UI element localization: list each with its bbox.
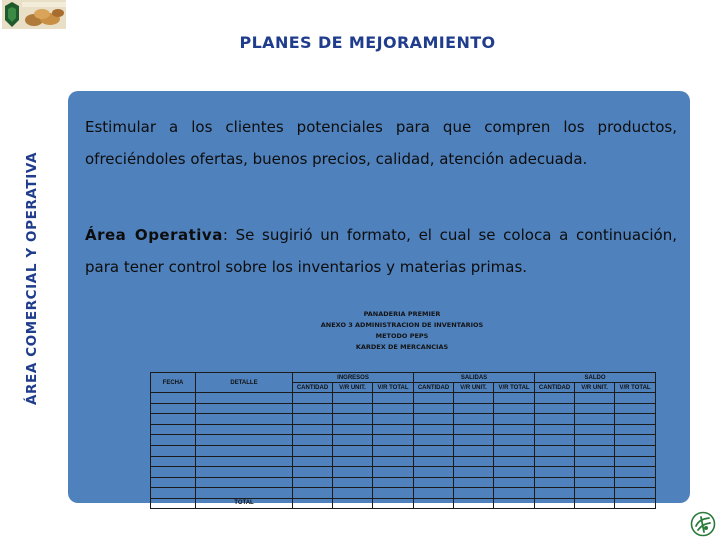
kardex-cell [535,424,575,435]
kardex-cell [454,488,494,499]
kardex-cell [615,403,656,414]
kardex-cell [373,414,414,425]
kardex-cell [293,435,333,446]
kardex-cell [373,424,414,435]
kardex-cell [494,477,535,488]
kardex-cell [373,435,414,446]
kardex-cell [575,403,615,414]
kardex-cell [575,435,615,446]
kardex-cell [373,467,414,478]
kardex-form [150,310,656,507]
kardex-cell [333,414,373,425]
kardex-cell [196,488,293,499]
kardex-cell [293,393,333,404]
kardex-cell [151,414,196,425]
kardex-cell [333,467,373,478]
kardex-cell [575,477,615,488]
kardex-title-4: KARDEX DE MERCANCIAS [355,343,449,351]
emblem-icon [690,511,716,537]
kardex-cell [535,445,575,456]
kardex-cell [151,424,196,435]
kardex-row [151,445,656,456]
kardex-cell [293,445,333,456]
group-ingresos: INGRESOS [293,373,414,383]
kardex-cell [494,488,535,499]
kardex-cell [196,414,293,425]
kardex-cell [151,467,196,478]
kardex-cell [414,414,454,425]
kardex-cell [575,445,615,456]
total-cell [293,498,333,508]
subcol-cantidad: CANTIDAD [293,383,333,393]
side-section-label: ÁREA COMERCIAL Y OPERATIVA [24,151,40,405]
kardex-cell [196,424,293,435]
subcol-vr-unit: V/R UNIT. [575,383,615,393]
kardex-cell [575,414,615,425]
kardex-table [150,372,656,509]
subcol-vr-total: V/R TOTAL [373,383,414,393]
operative-area-text: : Se sugirió un formato, el cual se coloca a continuación, para tener control sobre los inventarios y materias primas. [85,226,677,276]
kardex-cell [333,403,373,414]
kardex-cell [615,445,656,456]
kardex-title-2: ANEXO 3 ADMINISTRACION DE INVENTARIOS [320,321,484,329]
kardex-cell [494,424,535,435]
kardex-cell [454,467,494,478]
kardex-cell [615,414,656,425]
kardex-title-1: PANADERIA PREMIER [363,310,441,318]
kardex-row [151,403,656,414]
subcol-vr-unit: V/R UNIT. [454,383,494,393]
kardex-row [151,467,656,478]
subcol-vr-unit: V/R UNIT. [333,383,373,393]
kardex-cell [494,435,535,446]
kardex-cell [333,435,373,446]
total-cell [494,498,535,508]
total-cell [454,498,494,508]
total-cell [535,498,575,508]
kardex-cell [414,403,454,414]
group-salidas: SALIDAS [414,373,535,383]
col-fecha: FECHA [151,373,196,393]
kardex-cell [454,424,494,435]
kardex-cell [535,414,575,425]
total-cell [333,498,373,508]
kardex-cell [151,403,196,414]
kardex-cell [535,488,575,499]
kardex-cell [494,414,535,425]
kardex-cell [494,445,535,456]
kardex-row [151,414,656,425]
kardex-cell [151,445,196,456]
kardex-cell [196,393,293,404]
kardex-cell [615,456,656,467]
kardex-cell [196,445,293,456]
kardex-cell [454,456,494,467]
kardex-cell [293,456,333,467]
kardex-cell [196,435,293,446]
kardex-cell [575,393,615,404]
kardex-cell [196,403,293,414]
kardex-row [151,393,656,404]
kardex-cell [293,467,333,478]
subcol-vr-total: V/R TOTAL [615,383,656,393]
kardex-row [151,477,656,488]
kardex-cell [535,393,575,404]
kardex-row [151,488,656,499]
subcol-vr-total: V/R TOTAL [494,383,535,393]
total-cell [373,498,414,508]
kardex-cell [615,435,656,446]
kardex-cell [196,477,293,488]
kardex-cell [575,488,615,499]
kardex-cell [373,488,414,499]
kardex-cell [494,403,535,414]
kardex-title-3: METODO PEPS [375,332,429,340]
kardex-cell [373,403,414,414]
total-cell [615,498,656,508]
kardex-cell [615,424,656,435]
paragraph-commercial: Estimular a los clientes potenciales para que compren los productos, ofreciéndoles ofertas, buenos precios, calidad, atención adecuada. [85,118,677,168]
kardex-cell [414,488,454,499]
kardex-cell [414,435,454,446]
kardex-cell [615,393,656,404]
kardex-cell [293,424,333,435]
total-spacer [151,498,196,508]
kardex-cell [373,445,414,456]
kardex-cell [575,456,615,467]
total-label: TOTAL [196,498,293,508]
kardex-cell [333,477,373,488]
kardex-cell [414,467,454,478]
kardex-cell [414,424,454,435]
page-title: PLANES DE MEJORAMIENTO [239,33,496,52]
kardex-cell [333,488,373,499]
kardex-cell [151,456,196,467]
kardex-cell [293,414,333,425]
kardex-cell [535,403,575,414]
kardex-cell [454,477,494,488]
kardex-cell [494,456,535,467]
kardex-cell [414,477,454,488]
kardex-cell [454,445,494,456]
kardex-cell [615,488,656,499]
kardex-cell [151,488,196,499]
kardex-cell [196,467,293,478]
operative-area-label: Área Operativa [85,226,223,244]
kardex-cell [454,435,494,446]
kardex-cell [293,403,333,414]
kardex-cell [535,467,575,478]
kardex-cell [151,477,196,488]
kardex-cell [454,403,494,414]
kardex-cell [373,456,414,467]
kardex-cell [494,467,535,478]
bakery-logo-icon [2,0,66,29]
kardex-cell [151,435,196,446]
kardex-cell [615,467,656,478]
kardex-cell [414,456,454,467]
kardex-cell [575,467,615,478]
kardex-cell [293,488,333,499]
kardex-row [151,435,656,446]
kardex-cell [575,424,615,435]
total-cell [414,498,454,508]
kardex-cell [454,414,494,425]
col-detalle: DETALLE [196,373,293,393]
kardex-cell [414,445,454,456]
kardex-cell [333,424,373,435]
kardex-cell [333,393,373,404]
total-cell [575,498,615,508]
kardex-cell [535,435,575,446]
subcol-cantidad: CANTIDAD [414,383,454,393]
kardex-cell [373,477,414,488]
kardex-cell [535,477,575,488]
kardex-cell [414,393,454,404]
kardex-cell [333,445,373,456]
subcol-cantidad: CANTIDAD [535,383,575,393]
kardex-cell [333,456,373,467]
kardex-cell [373,393,414,404]
kardex-cell [615,477,656,488]
kardex-cell [494,393,535,404]
kardex-cell [196,456,293,467]
paragraph-operative [85,219,677,283]
group-saldo: SALDO [535,373,656,383]
kardex-cell [535,456,575,467]
kardex-cell [151,393,196,404]
kardex-row [151,456,656,467]
kardex-cell [454,393,494,404]
kardex-cell [293,477,333,488]
kardex-row [151,424,656,435]
